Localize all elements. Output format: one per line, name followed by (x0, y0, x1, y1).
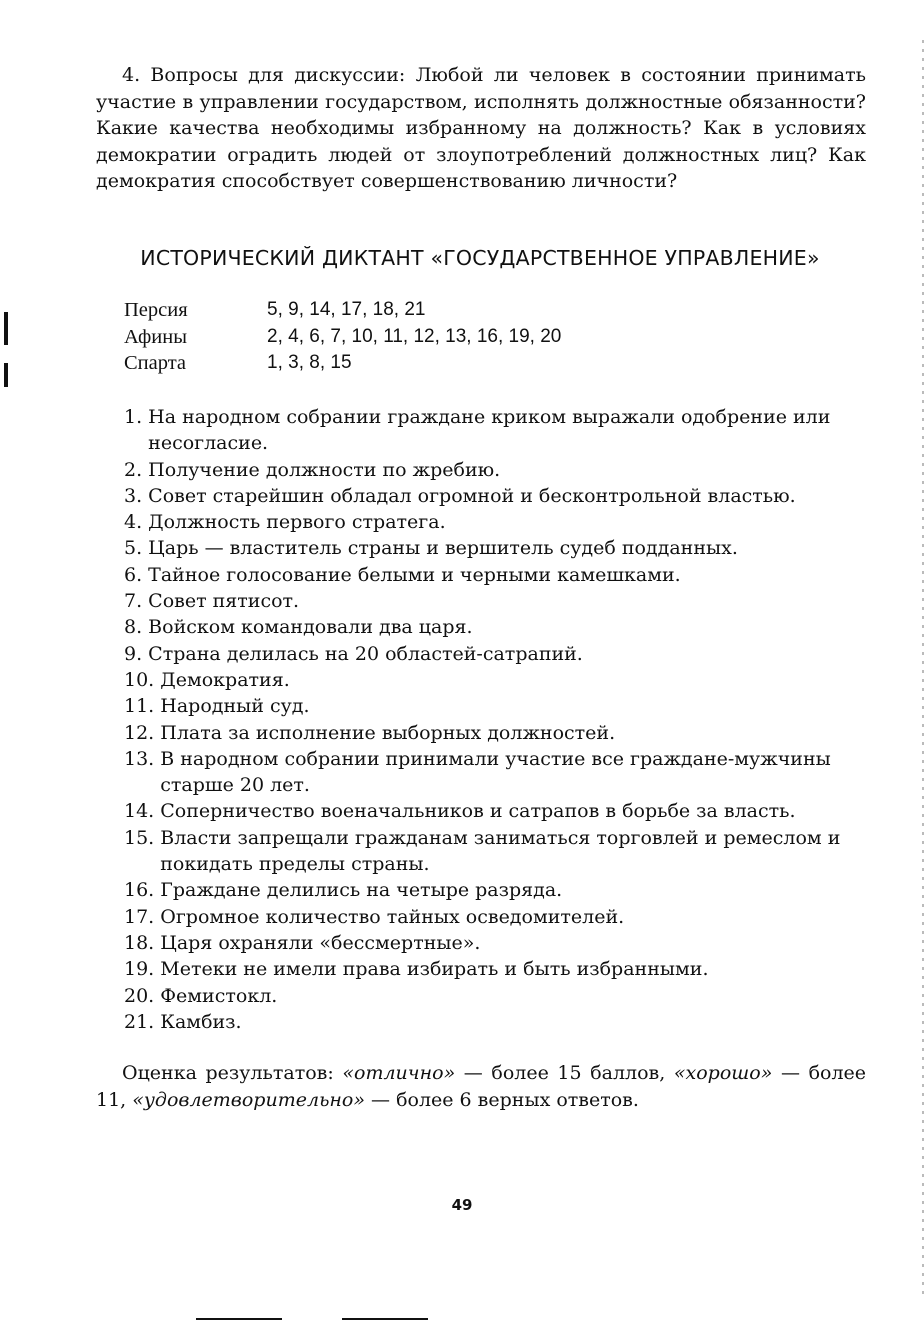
discussion-paragraph: 4. Вопросы для дискуссии: Любой ли человек в состоянии принимать участие в управлении государством, исполнять должностные обязанности? Какие качества необходимы избранному на должность? Как в условиях демократии оградить людей от злоупотреблений должностных лиц? Как демократия способствует совершенствованию личности? (96, 64, 866, 192)
list-item (124, 404, 866, 457)
list-item (124, 825, 866, 878)
item-text: Камбиз. (160, 1010, 242, 1033)
list-item (124, 457, 866, 483)
item-text: Власти запрещали гражданам заниматься торговлей и ремеслом и покидать пределы страны. (160, 826, 841, 876)
item-number: 17. (124, 905, 161, 928)
list-item (124, 693, 866, 719)
item-number: 16. (124, 879, 161, 902)
list-item (124, 983, 866, 1009)
list-item (124, 720, 866, 746)
item-text: Царя охраняли «бессмертные». (160, 931, 481, 954)
list-item (124, 614, 866, 640)
list-item (124, 509, 866, 535)
footer-rule (342, 1318, 428, 1320)
item-text: Метеки не имели права избирать и быть избранными. (160, 958, 709, 981)
answer-key-table (124, 297, 561, 377)
item-text: Тайное голосование белыми и черными камешками. (148, 563, 681, 586)
grading-text: — более 6 верных ответов. (365, 1088, 639, 1111)
list-item (124, 956, 866, 982)
list-item (124, 1009, 866, 1035)
item-text: На народном собрании граждане криком выражали одобрение или несогласие. (148, 406, 831, 455)
margin-mark (4, 312, 8, 345)
grading-text: — более 11, (96, 1062, 867, 1111)
list-item (124, 588, 866, 614)
answer-key-numbers: 2, 4, 6, 7, 10, 11, 12, 13, 16, 19, 20 (267, 325, 562, 347)
list-item (124, 746, 866, 799)
item-number: 21. (124, 1010, 161, 1033)
item-text: Народный суд. (160, 695, 310, 718)
list-item (124, 798, 866, 824)
footer-rule (196, 1318, 282, 1320)
item-number: 5. (124, 537, 149, 560)
dictation-list (124, 404, 866, 1035)
list-item (124, 930, 866, 956)
item-text: В народном собрании принимали участие все граждане-мужчины старше 20 лет. (160, 747, 831, 797)
item-text: Плата за исполнение выборных должностей. (160, 721, 616, 744)
answer-key-name: Афины (124, 325, 188, 348)
list-item (124, 641, 866, 667)
item-number: 2. (124, 458, 149, 481)
grade-excellent: «отлично» (342, 1062, 456, 1084)
section-heading: ИСТОРИЧЕСКИЙ ДИКТАНТ «ГОСУДАРСТВЕННОЕ УПРАВЛЕНИЕ» (140, 246, 820, 270)
grading-text: — более 15 баллов, (455, 1062, 674, 1084)
item-text: Огромное количество тайных осведомителей. (160, 905, 625, 928)
list-item (124, 483, 866, 509)
list-item (124, 877, 866, 903)
item-text: Получение должности по жребию. (148, 458, 501, 481)
item-number: 12. (124, 721, 161, 744)
item-number: 14. (124, 800, 161, 823)
margin-mark (4, 363, 8, 387)
item-number: 9. (124, 642, 149, 665)
grade-satisfactory: «удовлетворительно» (132, 1088, 365, 1111)
item-text: Царь — властитель страны и вершитель судеб подданных. (148, 537, 738, 560)
item-number: 7. (124, 590, 149, 613)
item-text: Соперничество военачальников и сатрапов в борьбе за власть. (160, 800, 796, 823)
answer-key-row (124, 324, 561, 351)
list-item (124, 667, 866, 693)
item-text: Демократия. (160, 668, 290, 691)
item-number: 6. (124, 563, 149, 586)
page-number: 49 (451, 1196, 473, 1214)
grading-lead: Оценка результатов: (122, 1062, 343, 1084)
answer-key-row (124, 297, 561, 324)
item-number: 10. (124, 668, 161, 691)
answer-key-name: Спарта (124, 352, 187, 374)
item-text: Совет старейшин обладал огромной и бесконтрольной властью. (148, 484, 796, 507)
list-item (124, 904, 866, 930)
item-text: Граждане делились на четыре разряда. (160, 879, 563, 902)
discussion-questions (96, 62, 866, 195)
answer-key-numbers: 5, 9, 14, 17, 18, 21 (267, 299, 426, 320)
item-number: 18. (124, 931, 161, 954)
item-number: 19. (124, 958, 161, 981)
list-item (124, 535, 866, 561)
item-number: 15. (124, 826, 161, 849)
item-text: Должность первого стратега. (148, 511, 446, 534)
list-item (124, 562, 866, 588)
item-text: Фемистокл. (160, 984, 278, 1007)
item-number: 8. (124, 616, 149, 639)
item-number: 3. (124, 484, 149, 507)
answer-key-row (124, 350, 561, 377)
item-number: 13. (124, 747, 161, 770)
item-text: Войском командовали два царя. (148, 616, 473, 639)
item-number: 11. (124, 695, 161, 718)
answer-key-numbers: 1, 3, 8, 15 (267, 352, 352, 373)
grade-good: «хорошо» (673, 1062, 773, 1084)
grading-criteria (96, 1060, 866, 1113)
item-text: Страна делилась на 20 областей-сатрапий. (148, 642, 583, 665)
answer-key-name: Персия (124, 299, 188, 321)
item-number: 4. (124, 511, 149, 534)
item-number: 20. (124, 984, 161, 1007)
item-number: 1. (124, 406, 149, 428)
item-text: Совет пятисот. (148, 590, 300, 613)
grading-paragraph (96, 1060, 866, 1113)
